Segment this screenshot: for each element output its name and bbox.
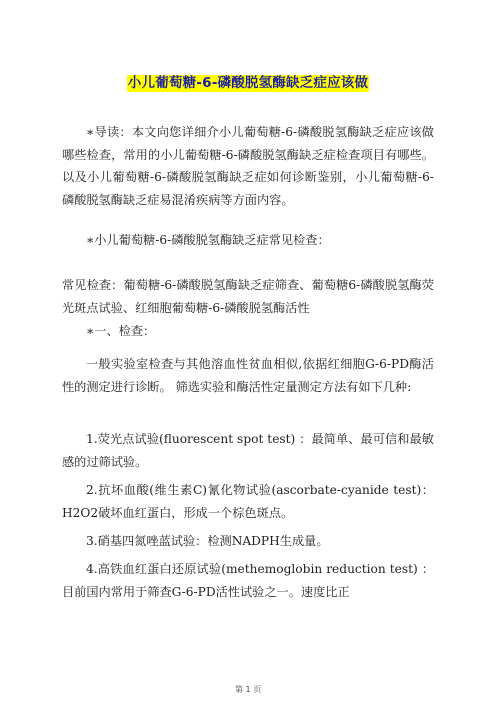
- list-item: 2.抗坏血酸(维生素C)氰化物试验(ascorbate-cyanide test)：H2O2破坏血红蛋白，形成一个棕色斑点。: [62, 483, 434, 520]
- list-item: 1.荧光点试验(fluorescent spot test) ：最简单、最可信和最敏感的过筛试验。: [62, 432, 434, 469]
- section-heading: ∗小儿葡萄糖-6-磷酸脱氢酶缺乏症常见检查：: [86, 233, 330, 247]
- page-number-footer: 第 1 页: [234, 685, 262, 694]
- common-checks-paragraph: 常见检查：葡萄糖-6-磷酸脱氢酶缺乏症筛查、葡萄糖6-磷酸脱氢酶荧光斑点试验、红细胞葡萄糖-6-磷酸脱氢酶活性: [62, 278, 434, 315]
- sub-heading: ∗一、检查：: [86, 324, 156, 338]
- document-title: 小儿葡萄糖-6-磷酸脱氢酶缺乏症应该做: [127, 75, 369, 91]
- intro-paragraph: ∗导读：本文向您详细介小儿葡萄糖-6-磷酸脱氢酶缺乏症应该做哪些检查，常用的小儿葡萄糖-6-磷酸脱氢酶缺乏症检查项目有哪些。以及小儿葡萄糖-6-磷酸脱氢酶缺乏症如何诊断鉴别，小儿葡萄糖-6-磷酸脱氢酶缺乏症易混淆疾病等方面内容。: [62, 125, 434, 207]
- title-container: [0, 72, 496, 92]
- general-paragraph: 一般实验室检查与其他溶血性贫血相似,依据红细胞G-6-PD酶活性的测定进行诊断。 筛选实验和酶活性定量测定方法有如下几种:: [62, 357, 434, 394]
- list-item: 4.高铁血红蛋白还原试验(methemoglobin reduction test) ：目前国内常用于筛查G-6-PD活性试验之一。速度比正: [62, 562, 434, 599]
- list-item: 3.硝基四氮唑蓝试验：检测NADPH生成量。: [86, 534, 329, 548]
